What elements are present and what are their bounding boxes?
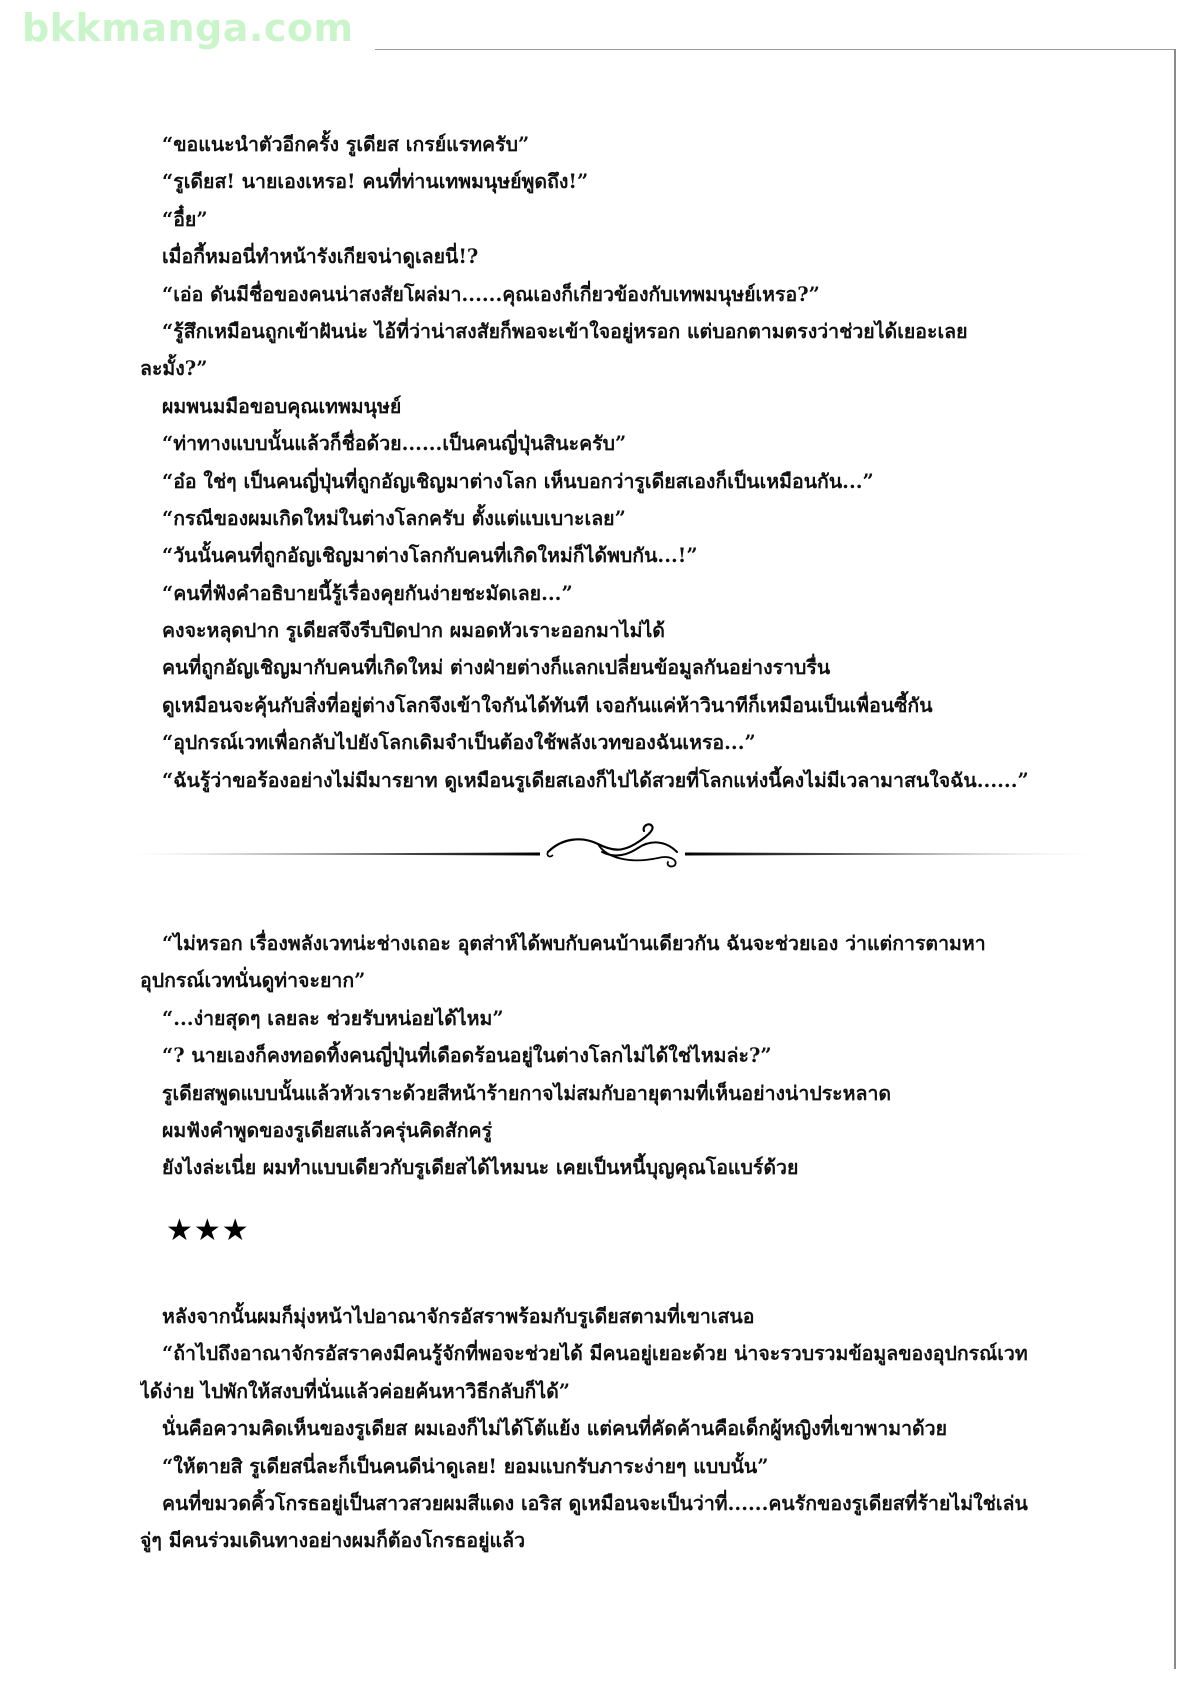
text-block-3 bbox=[140, 1298, 1090, 1560]
paragraph-line: นั่นคือความคิดเห็นของรูเดียส ผมเองก็ไม่ได้โต้แย้ง แต่คนที่คัดค้านคือเด็กผู้หญิงที่เขาพามาด้วย bbox=[162, 1417, 948, 1441]
paragraph-line: “อ๋อ ใช่ๆ เป็นคนญี่ปุ่นที่ถูกอัญเชิญมาต่างโลก เห็นบอกว่ารูเดียสเองก็เป็นเหมือนกัน...” bbox=[162, 469, 874, 493]
paragraph-line: หลังจากนั้นผมก็มุ่งหน้าไปอาณาจักรอัสราพร้อมกับรูเดียสตามที่เขาเสนอ bbox=[162, 1305, 755, 1328]
paragraph-line: ได้ง่าย ไปพักให้สงบที่นั่นแล้วค่อยค้นหาวิธีกลับก็ได้” bbox=[140, 1379, 570, 1403]
paragraph-line: ยังไงล่ะเนี่ย ผมทำแบบเดียวกับรูเดียสได้ไหมนะ เคยเป็นหนี้บุญคุณโอแบร์ด้วย bbox=[162, 1156, 799, 1180]
paragraph-line: “อื๋ย” bbox=[162, 207, 208, 231]
paragraph-line: “ท่าทางแบบนั้นแล้วก็ชื่อด้วย......เป็นคนญี่ปุ่นสินะครับ” bbox=[162, 432, 627, 456]
section-break-stars: ★★★ bbox=[166, 1213, 250, 1248]
paragraph-line: “ขอแนะนำตัวอีกครั้ง รูเดียส เกรย์แรทครับ” bbox=[162, 133, 530, 156]
paragraph-line: “? นายเองก็คงทอดทิ้งคนญี่ปุ่นที่เดือดร้อนอยู่ในต่างโลกไม่ได้ใช่ไหมล่ะ?” bbox=[162, 1044, 772, 1068]
ornamental-divider-icon bbox=[130, 818, 1095, 868]
paragraph-line: “อุปกรณ์เวทเพื่อกลับไปยังโลกเดิมจำเป็นต้องใช้พลังเวทของฉันเหรอ...” bbox=[162, 731, 756, 755]
paragraph-line: “เอ่อ ดันมีชื่อของคนน่าสงสัยโผล่มา......คุณเองก็เกี่ยวข้องกับเทพมนุษย์เหรอ?” bbox=[162, 282, 820, 306]
site-watermark: bkkmanga.com bbox=[22, 6, 354, 50]
paragraph-line: “คนที่ฟังคำอธิบายนี้รู้เรื่องคุยกันง่ายชะมัดเลย...” bbox=[162, 581, 573, 605]
paragraph-line: “ฉันรู้ว่าขอร้องอย่างไม่มีมารยาท ดูเหมือนรูเดียสเองก็ไปได้สวยที่โลกแห่งนี้คงไม่มีเวลามาสนใจฉัน......” bbox=[162, 768, 1029, 792]
paragraph-line: “กรณีของผมเกิดใหม่ในต่างโลกครับ ตั้งแต่แบเบาะเลย” bbox=[162, 506, 626, 530]
paragraph-line: ละมั้ง?” bbox=[140, 357, 208, 381]
page-edge-top bbox=[375, 49, 1174, 50]
paragraph-line: ผมพนมมือขอบคุณเทพมนุษย์ bbox=[162, 394, 402, 418]
paragraph-line: “รูเดียส! นายเองเหรอ! คนที่ท่านเทพมนุษย์พูดถึง!” bbox=[162, 170, 589, 194]
paragraph-line: คนที่ถูกอัญเชิญมากับคนที่เกิดใหม่ ต่างฝ่ายต่างก็แลกเปลี่ยนข้อมูลกันอย่างราบรื่น bbox=[162, 656, 831, 680]
paragraph-line: เมื่อกี้หมอนี่ทำหน้ารังเกียจน่าดูเลยนี่!? bbox=[162, 245, 479, 269]
paragraph-line: รูเดียสพูดแบบนั้นแล้วหัวเราะด้วยสีหน้าร้ายกาจไม่สมกับอายุตามที่เห็นอย่างน่าประหลาด bbox=[162, 1081, 892, 1105]
paragraph-line: “รู้สึกเหมือนถูกเข้าฝันน่ะ ไอ้ที่ว่าน่าสงสัยก็พอจะเข้าใจอยู่หรอก แต่บอกตามตรงว่าช่วยได้เยอะเลย bbox=[162, 319, 968, 343]
paragraph-line: ผมฟังคำพูดของรูเดียสแล้วครุ่นคิดสักครู่ bbox=[162, 1118, 493, 1142]
paragraph-line: ดูเหมือนจะคุ้นกับสิ่งที่อยู่ต่างโลกจึงเข้าใจกันได้ทันที เจอกันแค่ห้าวินาทีก็เหมือนเป็นเพื่อนซี้กัน bbox=[162, 693, 933, 717]
paragraph-line: “ไม่หรอก เรื่องพลังเวทน่ะช่างเถอะ อุตส่าห์ได้พบกับคนบ้านเดียวกัน ฉันจะช่วยเอง ว่าแต่การตามหา bbox=[162, 932, 986, 955]
paragraph-line: “วันนั้นคนที่ถูกอัญเชิญมาต่างโลกกับคนที่เกิดใหม่ก็ได้พบกัน...!” bbox=[162, 544, 698, 568]
paragraph-line: “ถ้าไปถึงอาณาจักรอัสราคงมีคนรู้จักที่พอจะช่วยได้ มีคนอยู่เยอะด้วย น่าจะรวบรวมข้อมูลของอุปกรณ์เวท bbox=[162, 1342, 1028, 1366]
text-block-2 bbox=[140, 925, 1090, 1187]
paragraph-line: “...ง่ายสุดๆ เลยละ ช่วยรับหน่อยได้ไหม” bbox=[162, 1006, 504, 1030]
paragraph-line: คงจะหลุดปาก รูเดียสจึงรีบปิดปาก ผมอดหัวเราะออกมาไม่ได้ bbox=[162, 619, 665, 643]
page-edge-right bbox=[1174, 49, 1176, 1669]
paragraph-line: “ให้ตายสิ รูเดียสนี่ละก็เป็นคนดีน่าดูเลย! ยอมแบกรับภาระง่ายๆ แบบนั้น” bbox=[162, 1454, 769, 1478]
paragraph-line: คนที่ขมวดคิ้วโกรธอยู่เป็นสาวสวยผมสีแดง เอริส ดูเหมือนจะเป็นว่าที่......คนรักของรูเดียสที่ร้ายไม่ใช่เล่น bbox=[162, 1491, 1028, 1515]
paragraph-line: อุปกรณ์เวทนั่นดูท่าจะยาก” bbox=[140, 969, 366, 993]
paragraph-line: จู่ๆ มีคนร่วมเดินทางอย่างผมก็ต้องโกรธอยู่แล้ว bbox=[140, 1529, 526, 1553]
text-block-1 bbox=[140, 126, 1090, 799]
